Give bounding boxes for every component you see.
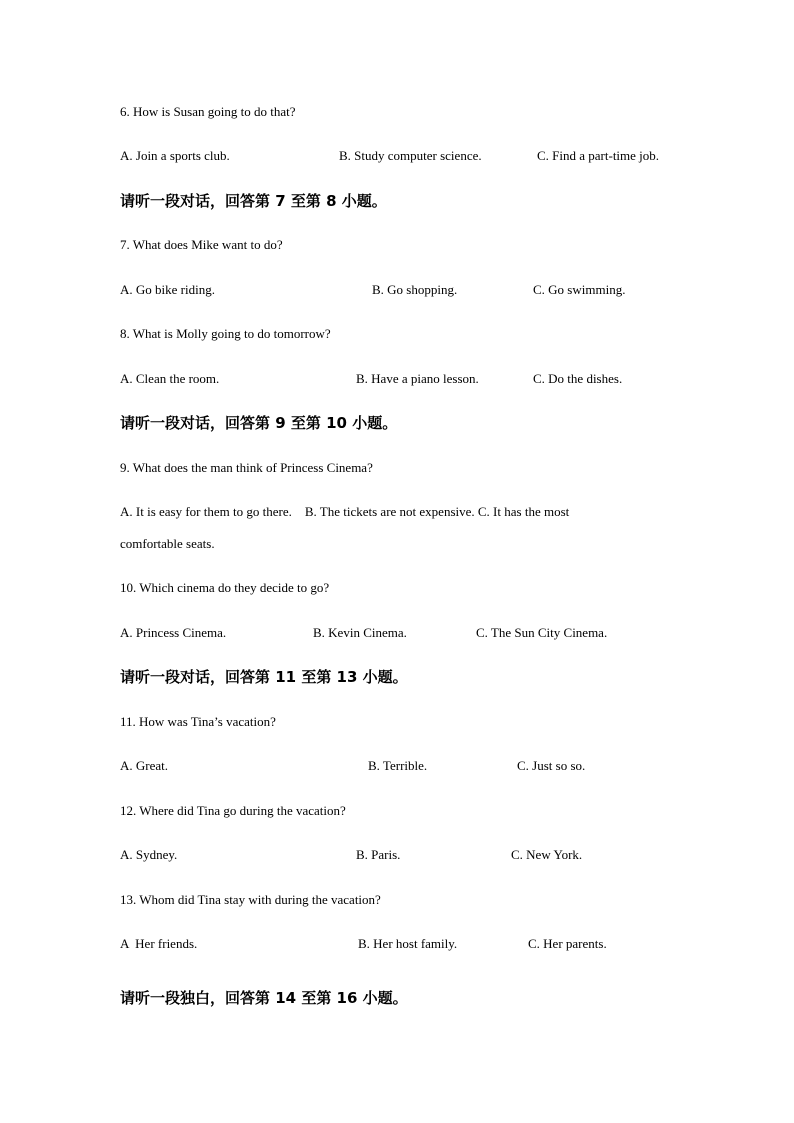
q11-option-a: A. Great.: [120, 758, 169, 773]
q12-option-c: C. New York.: [511, 847, 583, 862]
section-heading-9-10: 请听一段对话，回答第 9 至第 10 小题。: [120, 414, 398, 432]
q8-option-c: C. Do the dishes.: [533, 371, 623, 386]
q6-option-c: C. Find a part-time job.: [537, 148, 660, 163]
question-7: 7. What does Mike want to do?: [120, 237, 283, 252]
q9-options-line-1: A. It is easy for them to go there. B. The tickets are not expensive. C. It has the most: [120, 504, 570, 519]
question-13: 13. Whom did Tina stay with during the vacation?: [120, 892, 381, 907]
question-8: 8. What is Molly going to do tomorrow?: [120, 326, 331, 341]
question-12: 12. Where did Tina go during the vacation?: [120, 803, 346, 818]
question-6: 6. How is Susan going to do that?: [120, 104, 296, 119]
section-heading-7-8: 请听一段对话，回答第 7 至第 8 小题。: [120, 192, 387, 210]
q13-option-b: B. Her host family.: [358, 936, 458, 951]
q7-option-a: A. Go bike riding.: [120, 282, 215, 297]
q11-option-b: B. Terrible.: [368, 758, 428, 773]
q7-option-b: B. Go shopping.: [372, 282, 458, 297]
q6-option-a: A. Join a sports club.: [120, 148, 230, 163]
section-heading-11-13: 请听一段对话，回答第 11 至第 13 小题。: [120, 668, 408, 686]
q12-option-a: A. Sydney.: [120, 847, 178, 862]
q12-option-b: B. Paris.: [356, 847, 401, 862]
q8-option-a: A. Clean the room.: [120, 371, 220, 386]
q8-option-b: B. Have a piano lesson.: [356, 371, 479, 386]
q6-option-b: B. Study computer science.: [339, 148, 482, 163]
q10-option-c: C. The Sun City Cinema.: [476, 625, 608, 640]
q10-option-b: B. Kevin Cinema.: [313, 625, 407, 640]
q13-option-a: A Her friends.: [120, 936, 198, 951]
q9-options-line-2: comfortable seats.: [120, 536, 215, 551]
q11-option-c: C. Just so so.: [517, 758, 586, 773]
q13-option-c: C. Her parents.: [528, 936, 607, 951]
question-11: 11. How was Tina’s vacation?: [120, 714, 276, 729]
q7-option-c: C. Go swimming.: [533, 282, 626, 297]
q10-option-a: A. Princess Cinema.: [120, 625, 227, 640]
section-heading-14-16: 请听一段独白，回答第 14 至第 16 小题。: [120, 989, 408, 1007]
question-10: 10. Which cinema do they decide to go?: [120, 580, 330, 595]
question-9: 9. What does the man think of Princess Cinema?: [120, 460, 373, 475]
